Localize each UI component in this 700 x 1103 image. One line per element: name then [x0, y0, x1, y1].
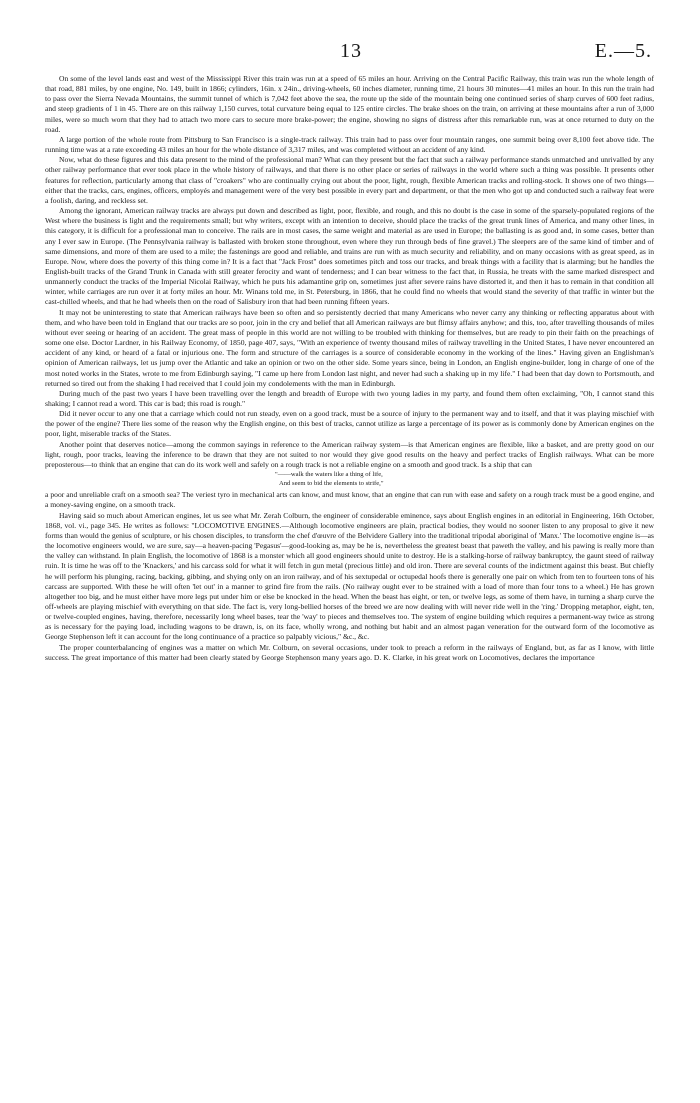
body-text: [45, 74, 654, 663]
verse-line: "——walk the waters like a thing of life,: [275, 471, 383, 479]
paragraph-continuation: a poor and unreliable craft on a smooth sea? The veriest tyro in mechanical arts can know, and must know, that an engine that can run with ease and safety on a rough track must be a good engine, and a money-saving engine, on a smooth track.: [45, 490, 654, 510]
paragraph: Did it never occur to any one that a carriage which could not run steady, even on a good track, must be a source of injury to the permanent way and to itself, and that it was playing mischief with the power of the engine? There lies some of the reason why the English engine, on this best of tracks, cannot utilize as large a percentage of its power as is commonly done by American engines on the poor, light, miserable tracks of the States.: [45, 409, 654, 439]
verse-line: And seem to bid the elements to strife,": [279, 479, 384, 487]
paragraph: A large portion of the whole route from Pittsburg to San Francisco is a single-track railway. This train had to pass over four mountain ranges, one summit being over 8,100 feet above tide. The running time was at a rate exceeding 43 miles an hour for the whole distance of 3,317 miles, and was completed without an accident of any kind.: [45, 134, 654, 155]
paragraph: Another point that deserves notice—among the common sayings in reference to the American railway system—is that American engines are flexible, like a basket, and are pretty good on our light, rough, poor tracks, leaving the inference to be drawn that they are not suited to nor would they give good results on the heavy and perfect tracks of English railways. What can be more preposterous—to think that an engine that can do its work well and safely on a rough track is not a reliable engine on a smooth and good track. Is a ship that can: [45, 439, 654, 469]
paragraph: Among the ignorant, American railway tracks are always put down and described as light, poor, flexible, and rough, and this no doubt is the case in some of the sparsely-populated regions of the West where the business is light and the requirements small; but why writers, except with an intention to deceive, should place the tracks of the great trunk lines of America, and many other lines, in this category, it is difficult for a professional man to conceive. The rails are in most cases, the same weight and material as are used in Europe; the ballasting is as good and, in some cases, better than any I ever saw in Europe. (The Pennsylvania railway is ballasted with broken stone throughout, even where they run through beds of fine gravel.) The sleepers are of the same kind of timber and of same dimensions, and more of them are used to a mile; the fastenings are good and reliable, and trains are run with as much security and reliability, and on many occasions with as great speed, as in Europe. Now, where does the poverty of this thing come in? It is a fact that "Jack Frost" does sometimes pitch and toss our tracks, and break things with a facility that is alarming; but he handles the English-built tracks of the Grand Trunk in Canada with still greater ferocity and want of tenderness; and I can bear witness to the fact that, in Russia, he treats with the same marked disrespect and unmannerly conduct the tracks of the Imperial Nicolai Railway, which he puts his adamantine grip on, sometimes just after severe rains have distorted it, and then it has to remain in that condition all winter, while carriages are run over it at forty miles an hour. Mr. Winans told me, in St. Petersburg, in 1866, that he could find no wheels that would stand the severity of that traffic in winter but the cast-chilled wheels, and that he had wheels then on the road of Salisbury iron that had been running fifteen years.: [45, 206, 654, 307]
paragraph: Having said so much about American engines, let us see what Mr. Zerah Colburn, the engineer of considerable eminence, says about English engines in an editorial in Engineering, 16th October, 1868, vol. vi., page 345. He writes as follows: "LOCOMOTIVE ENGINES.—Although locomotive engineers are plain, practical bodies, they would no sooner listen to any proposal to give it new forms than would the genius of sculpture, or his chosen disciples, to transform the chef d'œuvre of the Belvidere Gallery into the traditional tripodal aboriginal of 'Manx.' The locomotive engine is—as the locomotive engineers would, we are sure, say—a heaven-pacing 'Pegasus'—good-looking as, may be he is, nevertheless the greatest beast that paweth the valley, and his pawing is really more than the valley can withstand. In plain English, the locomotive of 1868 is a monster which all good engineers should unite to destroy. He is a stalking-horse of railway bankruptcy, the gaunt steed of railway ruin. It is time he was off to the 'Knackers,' and his carcass sold for what it will fetch in gun metal (precious little) and old iron. There are several counts of the indictment against this beast. But chiefly he will perform his plunging, racing, backing, gibbing, and shying only on an iron railway, and of his sextupedal or octupedal hoofs there is generally one pair on which from ten to fourteen tons of his carcass are supported. With these he will often 'let out' in a manner to grind fire from the rails. (No railway ought ever to be strained with a load of more than four tons to a wheel.) He has grown altogether too big, and he must either have more legs put under him or else be knocked in the head. When the beast has eight, or ten, or twelve legs, as some of them have, in turning a sharp curve the off-wheels are playing mischief with everything on that side. The fact is, very long-bellied horses of the breed we are now dealing with will never ride well in the 'ring.' Dropping metaphor, eight, ten, or twelve-coupled engines, having, therefore, necessarily long wheel bases, tear the 'way' to pieces and themselves too. The system of engine building which requires a permanent-way twice as strong as is necessary for the paying load, including wagons to be drawn, is, on its face, wholly wrong, and nothing but habit and an almost pagan veneration for the outward form of the locomotive as George Stephenson left it can account for the long continuance of a practice so palpably vicious," &c., &c.: [45, 510, 654, 642]
paragraph: During much of the past two years I have been travelling over the length and breadth of Europe with two young ladies in my party, and found them often exclaiming, "Oh, I cannot stand this shaking; I cannot read a word. This car is bad; this road is rough.": [45, 388, 654, 408]
page-header: [45, 40, 654, 66]
verse-quotation: [275, 471, 654, 488]
paragraph: On some of the level lands east and west of the Mississippi River this train was run at a speed of 65 miles an hour. Arriving on the Central Pacific Railway, this train was run the whole length of that road, 881 miles, by one engine, No. 149, built in 1866; cylinders, 16in. x 24in., driving-wheels, 60 inches diameter, running time, 21 hours 30 minutes—41 miles an hour. In this run the train had to pass over the Sierra Nevada Mountains, the summit tunnel of which is 7,042 feet above the sea, the route up the side of the mountain being one continued series of sharp curves of 600 feet radius, and steep gradients of 1 in 45. There are on this railway 1,150 curves, total curvature being equal to 125 entire circles. The brake shoes on the train, on arriving at these mountains after a run of 3,000 miles, were so much worn that they had to attach two more cars to secure more brake-power; the engine, showing no signs of distress after this remarkable run, was at once returned to duty on the road.: [45, 74, 654, 134]
paragraph: It may not be uninteresting to state that American railways have been so often and so persistently decried that many Americans who never carry any thinking or reflecting apparatus about with them, and who have been told in England that our tracks are so poor, join in the cry and belief that all American railways are but flimsy affairs anyhow; and this, too, after travelling thousands of miles without ever seeing or hearing of an accident. The great mass of people in this world are not willing to be troubled with thinking for themselves, but are ready to pin their faith on the preachings of some one else. Doctor Lardner, in his Railway Economy, of 1850, page 407, says, "With an experience of twenty thousand miles of railway travelling in the United States, I have never encountered an accident of any kind, or heard of a fatal or injurious one. The form and structure of the carriages is a source of considerable economy in the working of the lines." Having given an Englishman's opinion of American railways, let us jump over the Atlantic and take an opinion or two on the other side. Some years since, being in London, an English engine-builder, long in charge of one of the most noted works in the States, wrote to me from Edinburgh saying, "I came up here from London last night, and never had such a shaking up in my life." I had been that day down to Portsmouth, and returned so tired out from the shaking I had received that I could join my condolements with the man in Edinburgh.: [45, 307, 654, 388]
page-number: 13: [340, 40, 362, 62]
paragraph: Now, what do these figures and this data present to the mind of the professional man? What can they present but the fact that such a railway performance stands unmatched and unrivalled by any other railway performance that ever took place in the whole history of railways, and that there is no other place or series of railways in the world where such a thing was possible. It presents other features for reflection, particularly among that class of "croakers" who are continually crying out about the poor, light, rough, flexible American tracks and rolling-stock. It shows one of two things—either that the tracks, cars, engines, officers, employés and management were of the very best possible in every part and department, or that the men who got up and conducted such a railway feat were a foolish, daring, and reckless set.: [45, 155, 654, 205]
document-reference: E.—5.: [594, 40, 652, 62]
paragraph: The proper counterbalancing of engines was a matter on which Mr. Colburn, on several occasions, under took to preach a reform in the railways of England, but, as far as I know, with little success. The great importance of this matter had been clearly stated by George Stephenson many years ago. D. K. Clarke, in his great work on Locomotives, declares the importance: [45, 642, 654, 662]
